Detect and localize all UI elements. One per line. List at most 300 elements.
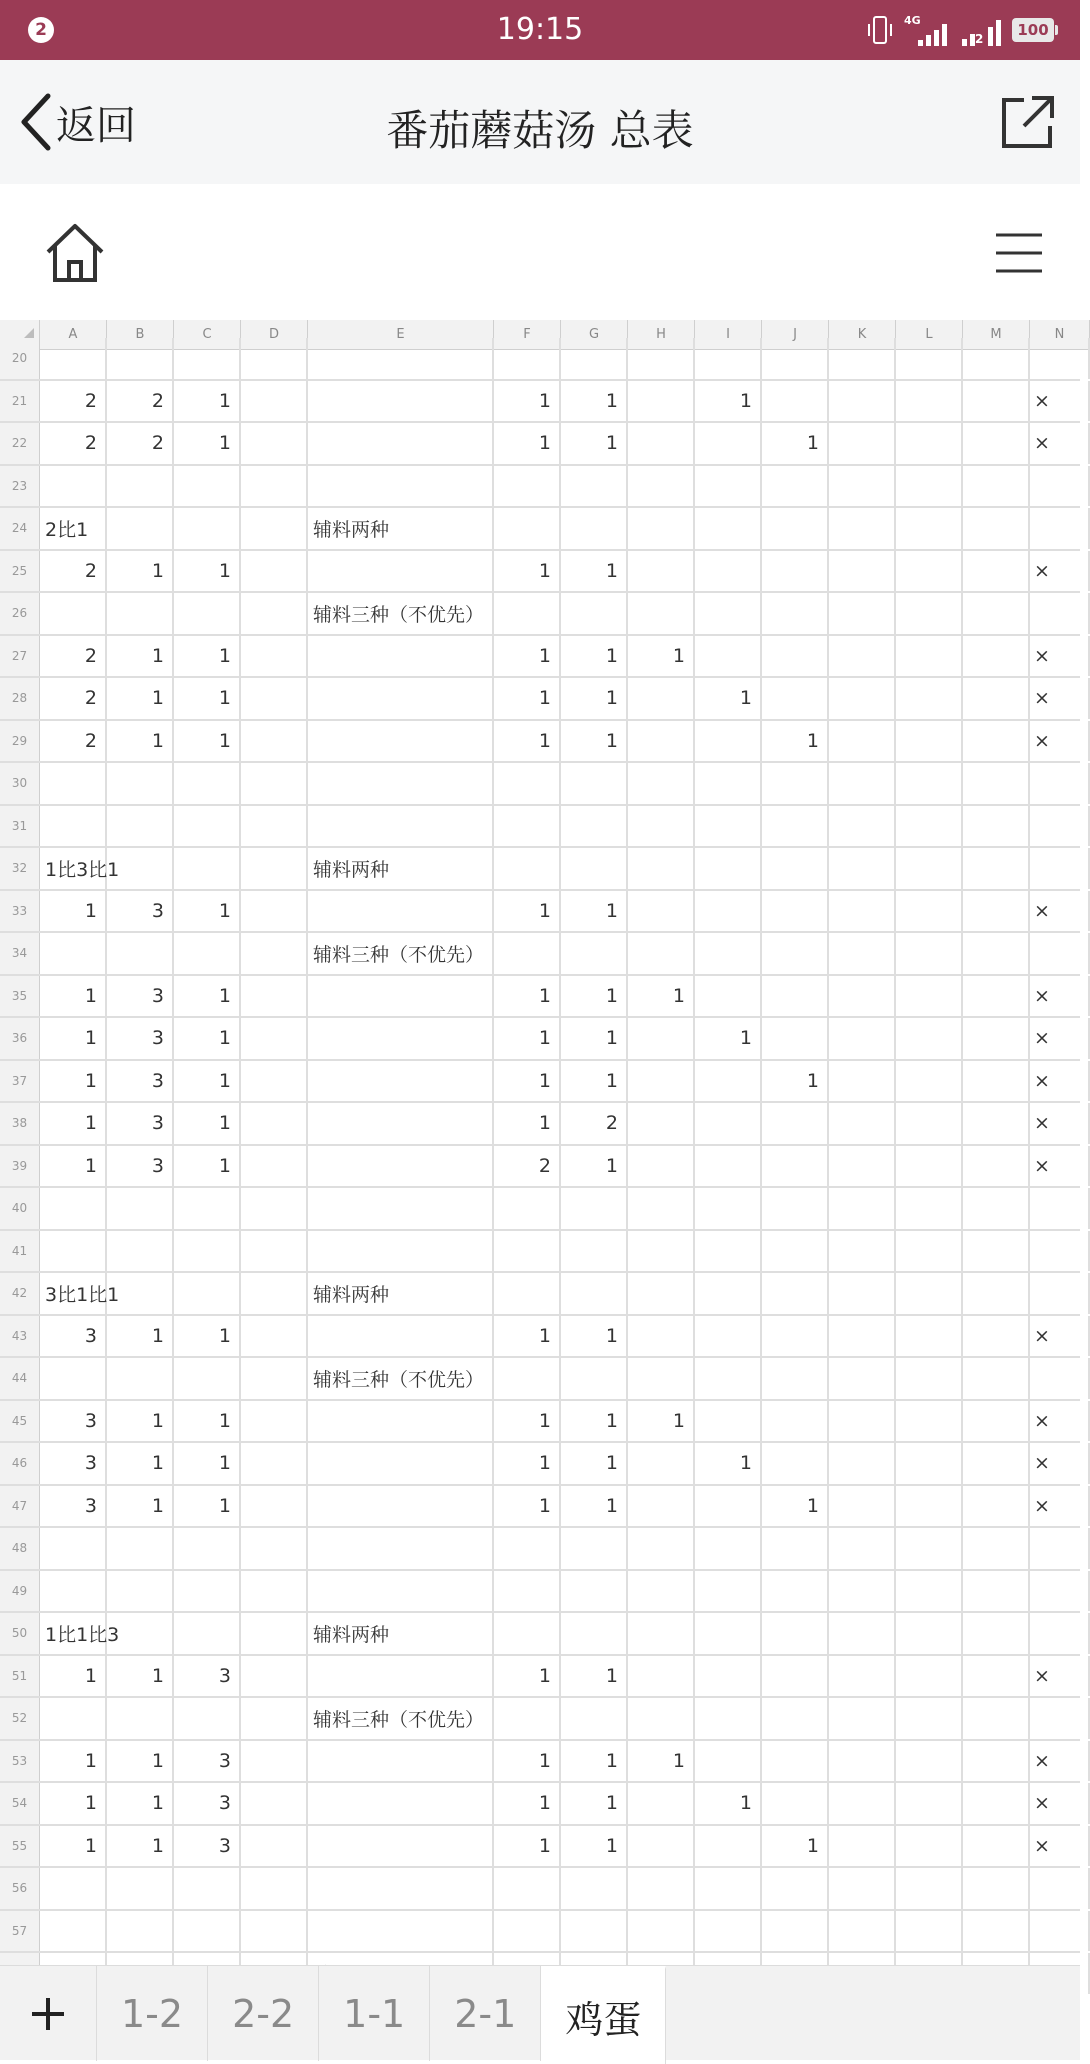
sheet-tab[interactable]: 1-2 xyxy=(97,1966,208,2061)
cell-e[interactable] xyxy=(308,1528,494,1569)
cell-n[interactable] xyxy=(1030,1231,1090,1272)
cell-f[interactable] xyxy=(494,1231,561,1272)
cell-f[interactable] xyxy=(494,593,561,634)
cell-m[interactable] xyxy=(963,891,1030,932)
cell-j[interactable]: 1 xyxy=(762,1826,829,1867)
cell-d[interactable] xyxy=(241,1486,308,1527)
cell-g[interactable]: 1 xyxy=(561,1741,628,1782)
cell-j[interactable] xyxy=(762,1401,829,1442)
cell-h[interactable] xyxy=(628,423,695,464)
row-header[interactable]: 47 xyxy=(0,1486,40,1527)
cell-f[interactable]: 1 xyxy=(494,1656,561,1697)
cell-k[interactable] xyxy=(829,1656,896,1697)
cell-l[interactable] xyxy=(896,381,963,422)
cell-e[interactable] xyxy=(308,1401,494,1442)
cell-i[interactable]: 1 xyxy=(695,678,762,719)
row-header[interactable]: 50 xyxy=(0,1613,40,1654)
cell-h[interactable] xyxy=(628,1018,695,1059)
cell-a[interactable]: 3比1比1 xyxy=(40,1273,107,1314)
cell-f[interactable]: 2 xyxy=(494,1146,561,1187)
cell-b[interactable]: 1 xyxy=(107,1656,174,1697)
grid-body[interactable] xyxy=(0,350,1080,1965)
cell-g[interactable] xyxy=(561,806,628,847)
cell-k[interactable] xyxy=(829,1231,896,1272)
cell-f[interactable] xyxy=(494,1528,561,1569)
cell-n[interactable] xyxy=(1030,933,1090,974)
cell-d[interactable] xyxy=(241,1698,308,1739)
cell-m[interactable] xyxy=(963,1401,1030,1442)
cell-a[interactable]: 1 xyxy=(40,1146,107,1187)
cell-d[interactable] xyxy=(241,1103,308,1144)
cell-e[interactable]: 辅料三种（不优先） xyxy=(308,1698,494,1739)
cell-j[interactable] xyxy=(762,933,829,974)
cell-a[interactable] xyxy=(40,1528,107,1569)
cell-b[interactable] xyxy=(107,593,174,634)
cell-n[interactable] xyxy=(1030,1188,1090,1229)
cell-e[interactable] xyxy=(308,1783,494,1824)
cell-m[interactable] xyxy=(963,1656,1030,1697)
cell-b[interactable] xyxy=(107,763,174,804)
cell-f[interactable]: 1 xyxy=(494,1401,561,1442)
cell-k[interactable] xyxy=(829,933,896,974)
cell-n[interactable]: × xyxy=(1030,381,1090,422)
cell-n[interactable]: × xyxy=(1030,1783,1090,1824)
cell-l[interactable] xyxy=(896,1231,963,1272)
cell-k[interactable] xyxy=(829,678,896,719)
cell-e[interactable] xyxy=(308,1188,494,1229)
cell-h[interactable] xyxy=(628,891,695,932)
cell-a[interactable] xyxy=(40,1571,107,1612)
cell-f[interactable]: 1 xyxy=(494,381,561,422)
cell-j[interactable] xyxy=(762,1018,829,1059)
cell-f[interactable] xyxy=(494,806,561,847)
cell-k[interactable] xyxy=(829,1698,896,1739)
cell-k[interactable] xyxy=(829,1061,896,1102)
cell-a[interactable]: 2 xyxy=(40,636,107,677)
cell-h[interactable]: 1 xyxy=(628,1401,695,1442)
row-header[interactable]: 20 xyxy=(0,338,40,379)
cell-g[interactable]: 1 xyxy=(561,551,628,592)
cell-j[interactable]: 1 xyxy=(762,721,829,762)
cell-c[interactable] xyxy=(174,466,241,507)
cell-c[interactable]: 1 xyxy=(174,551,241,592)
cell-i[interactable] xyxy=(695,1868,762,1909)
cell-e[interactable] xyxy=(308,1316,494,1357)
cell-e[interactable] xyxy=(308,1868,494,1909)
cell-e[interactable]: 辅料三种（不优先） xyxy=(308,593,494,634)
cell-e[interactable] xyxy=(308,636,494,677)
cell-d[interactable] xyxy=(241,806,308,847)
cell-n[interactable] xyxy=(1030,763,1090,804)
cell-h[interactable] xyxy=(628,1868,695,1909)
cell-f[interactable]: 1 xyxy=(494,636,561,677)
cell-e[interactable] xyxy=(308,423,494,464)
cell-i[interactable] xyxy=(695,551,762,592)
cell-a[interactable]: 2 xyxy=(40,551,107,592)
cell-g[interactable] xyxy=(561,508,628,549)
cell-m[interactable] xyxy=(963,508,1030,549)
cell-b[interactable] xyxy=(107,1273,174,1314)
cell-a[interactable] xyxy=(40,763,107,804)
cell-c[interactable]: 1 xyxy=(174,678,241,719)
row-header[interactable]: 37 xyxy=(0,1061,40,1102)
cell-l[interactable] xyxy=(896,976,963,1017)
cell-m[interactable] xyxy=(963,593,1030,634)
cell-e[interactable] xyxy=(308,976,494,1017)
cell-h[interactable]: 1 xyxy=(628,976,695,1017)
cell-a[interactable] xyxy=(40,1868,107,1909)
cell-f[interactable] xyxy=(494,1613,561,1654)
cell-j[interactable] xyxy=(762,508,829,549)
column-header-k[interactable]: K xyxy=(829,320,896,350)
cell-b[interactable]: 1 xyxy=(107,1443,174,1484)
cell-f[interactable]: 1 xyxy=(494,1018,561,1059)
cell-i[interactable] xyxy=(695,1528,762,1569)
cell-h[interactable] xyxy=(628,381,695,422)
cell-g[interactable]: 1 xyxy=(561,1316,628,1357)
row-header[interactable]: 55 xyxy=(0,1826,40,1867)
cell-m[interactable] xyxy=(963,1741,1030,1782)
cell-h[interactable] xyxy=(628,1316,695,1357)
cell-f[interactable] xyxy=(494,1571,561,1612)
cell-l[interactable] xyxy=(896,1571,963,1612)
cell-e[interactable] xyxy=(308,678,494,719)
cell-e[interactable] xyxy=(308,338,494,379)
column-header-f[interactable]: F xyxy=(494,320,561,350)
cell-c[interactable]: 1 xyxy=(174,721,241,762)
cell-m[interactable] xyxy=(963,933,1030,974)
cell-j[interactable] xyxy=(762,636,829,677)
cell-e[interactable] xyxy=(308,1061,494,1102)
cell-l[interactable] xyxy=(896,423,963,464)
cell-n[interactable]: × xyxy=(1030,423,1090,464)
cell-i[interactable] xyxy=(695,1273,762,1314)
cell-e[interactable] xyxy=(308,1826,494,1867)
cell-l[interactable] xyxy=(896,763,963,804)
cell-i[interactable] xyxy=(695,508,762,549)
cell-j[interactable]: 1 xyxy=(762,1061,829,1102)
cell-j[interactable] xyxy=(762,1188,829,1229)
cell-d[interactable] xyxy=(241,678,308,719)
row-header[interactable]: 23 xyxy=(0,466,40,507)
cell-h[interactable] xyxy=(628,678,695,719)
cell-d[interactable] xyxy=(241,1018,308,1059)
cell-k[interactable] xyxy=(829,1018,896,1059)
cell-e[interactable] xyxy=(308,1103,494,1144)
cell-h[interactable] xyxy=(628,1231,695,1272)
cell-j[interactable] xyxy=(762,551,829,592)
cell-e[interactable] xyxy=(308,381,494,422)
row-header[interactable]: 52 xyxy=(0,1698,40,1739)
cell-a[interactable]: 1比1比3 xyxy=(40,1613,107,1654)
column-header-b[interactable]: B xyxy=(107,320,174,350)
cell-f[interactable]: 1 xyxy=(494,1061,561,1102)
cell-b[interactable] xyxy=(107,1188,174,1229)
cell-e[interactable]: 辅料两种 xyxy=(308,1273,494,1314)
row-header[interactable]: 25 xyxy=(0,551,40,592)
cell-d[interactable] xyxy=(241,976,308,1017)
cell-e[interactable] xyxy=(308,1018,494,1059)
cell-m[interactable] xyxy=(963,1018,1030,1059)
cell-n[interactable] xyxy=(1030,1868,1090,1909)
cell-l[interactable] xyxy=(896,933,963,974)
cell-m[interactable] xyxy=(963,1316,1030,1357)
cell-e[interactable] xyxy=(308,891,494,932)
cell-b[interactable]: 1 xyxy=(107,551,174,592)
cell-j[interactable] xyxy=(762,678,829,719)
cell-h[interactable] xyxy=(628,1826,695,1867)
cell-f[interactable]: 1 xyxy=(494,423,561,464)
cell-l[interactable] xyxy=(896,1103,963,1144)
cell-j[interactable] xyxy=(762,1613,829,1654)
cell-h[interactable] xyxy=(628,1188,695,1229)
cell-g[interactable]: 1 xyxy=(561,721,628,762)
share-external-icon[interactable] xyxy=(1000,94,1056,150)
cell-b[interactable] xyxy=(107,848,174,889)
cell-g[interactable]: 1 xyxy=(561,1443,628,1484)
cell-n[interactable]: × xyxy=(1030,721,1090,762)
cell-b[interactable] xyxy=(107,508,174,549)
cell-d[interactable] xyxy=(241,1061,308,1102)
cell-l[interactable] xyxy=(896,1273,963,1314)
cell-g[interactable] xyxy=(561,466,628,507)
cell-c[interactable] xyxy=(174,593,241,634)
cell-b[interactable]: 1 xyxy=(107,678,174,719)
cell-h[interactable] xyxy=(628,1613,695,1654)
cell-n[interactable] xyxy=(1030,1273,1090,1314)
cell-l[interactable] xyxy=(896,721,963,762)
row-header[interactable]: 51 xyxy=(0,1656,40,1697)
cell-e[interactable] xyxy=(308,1656,494,1697)
cell-l[interactable] xyxy=(896,1656,963,1697)
cell-l[interactable] xyxy=(896,636,963,677)
cell-h[interactable] xyxy=(628,1273,695,1314)
cell-d[interactable] xyxy=(241,1911,308,1952)
cell-d[interactable] xyxy=(241,1783,308,1824)
cell-a[interactable] xyxy=(40,1231,107,1272)
cell-j[interactable] xyxy=(762,338,829,379)
cell-i[interactable] xyxy=(695,1103,762,1144)
cell-k[interactable] xyxy=(829,848,896,889)
cell-n[interactable]: × xyxy=(1030,551,1090,592)
cell-f[interactable] xyxy=(494,466,561,507)
cell-l[interactable] xyxy=(896,1316,963,1357)
cell-b[interactable] xyxy=(107,1613,174,1654)
cell-j[interactable] xyxy=(762,593,829,634)
cell-c[interactable] xyxy=(174,1571,241,1612)
cell-n[interactable] xyxy=(1030,1528,1090,1569)
cell-n[interactable]: × xyxy=(1030,1103,1090,1144)
cell-c[interactable] xyxy=(174,1528,241,1569)
cell-f[interactable]: 1 xyxy=(494,1103,561,1144)
cell-h[interactable] xyxy=(628,1103,695,1144)
cell-j[interactable] xyxy=(762,891,829,932)
cell-m[interactable] xyxy=(963,1783,1030,1824)
cell-a[interactable]: 3 xyxy=(40,1316,107,1357)
cell-e[interactable] xyxy=(308,1146,494,1187)
cell-i[interactable] xyxy=(695,1061,762,1102)
cell-f[interactable]: 1 xyxy=(494,678,561,719)
cell-h[interactable] xyxy=(628,1443,695,1484)
cell-n[interactable]: × xyxy=(1030,1443,1090,1484)
cell-d[interactable] xyxy=(241,721,308,762)
cell-l[interactable] xyxy=(896,1146,963,1187)
cell-h[interactable] xyxy=(628,1698,695,1739)
cell-f[interactable]: 1 xyxy=(494,1826,561,1867)
cell-m[interactable] xyxy=(963,1911,1030,1952)
cell-k[interactable] xyxy=(829,806,896,847)
row-header[interactable]: 32 xyxy=(0,848,40,889)
cell-k[interactable] xyxy=(829,1826,896,1867)
cell-b[interactable]: 3 xyxy=(107,1061,174,1102)
cell-a[interactable]: 2 xyxy=(40,678,107,719)
cell-k[interactable] xyxy=(829,551,896,592)
cell-e[interactable] xyxy=(308,1571,494,1612)
cell-a[interactable]: 1 xyxy=(40,1018,107,1059)
row-header[interactable]: 27 xyxy=(0,636,40,677)
cell-m[interactable] xyxy=(963,636,1030,677)
cell-i[interactable] xyxy=(695,1911,762,1952)
cell-h[interactable]: 1 xyxy=(628,1741,695,1782)
cell-d[interactable] xyxy=(241,1188,308,1229)
row-header[interactable]: 42 xyxy=(0,1273,40,1314)
cell-c[interactable]: 1 xyxy=(174,1401,241,1442)
cell-i[interactable] xyxy=(695,848,762,889)
cell-c[interactable]: 1 xyxy=(174,423,241,464)
cell-m[interactable] xyxy=(963,338,1030,379)
cell-j[interactable] xyxy=(762,1868,829,1909)
cell-i[interactable] xyxy=(695,636,762,677)
cell-i[interactable] xyxy=(695,1358,762,1399)
cell-l[interactable] xyxy=(896,1613,963,1654)
cell-i[interactable] xyxy=(695,1188,762,1229)
cell-j[interactable] xyxy=(762,1571,829,1612)
cell-e[interactable] xyxy=(308,466,494,507)
cell-j[interactable]: 1 xyxy=(762,1486,829,1527)
cell-b[interactable] xyxy=(107,806,174,847)
cell-c[interactable] xyxy=(174,848,241,889)
cell-d[interactable] xyxy=(241,1358,308,1399)
cell-j[interactable] xyxy=(762,976,829,1017)
cell-c[interactable]: 1 xyxy=(174,1061,241,1102)
cell-i[interactable]: 1 xyxy=(695,1018,762,1059)
cell-k[interactable] xyxy=(829,976,896,1017)
cell-f[interactable]: 1 xyxy=(494,976,561,1017)
cell-a[interactable]: 3 xyxy=(40,1486,107,1527)
cell-h[interactable] xyxy=(628,1783,695,1824)
cell-d[interactable] xyxy=(241,381,308,422)
cell-k[interactable] xyxy=(829,636,896,677)
cell-c[interactable]: 1 xyxy=(174,381,241,422)
cell-h[interactable] xyxy=(628,551,695,592)
cell-f[interactable]: 1 xyxy=(494,1316,561,1357)
cell-j[interactable] xyxy=(762,1146,829,1187)
cell-a[interactable] xyxy=(40,1358,107,1399)
cell-a[interactable]: 1 xyxy=(40,1783,107,1824)
cell-a[interactable]: 1 xyxy=(40,1741,107,1782)
cell-h[interactable]: 1 xyxy=(628,636,695,677)
cell-d[interactable] xyxy=(241,508,308,549)
cell-f[interactable] xyxy=(494,1698,561,1739)
cell-b[interactable] xyxy=(107,1358,174,1399)
row-header[interactable]: 49 xyxy=(0,1571,40,1612)
cell-m[interactable] xyxy=(963,1443,1030,1484)
cell-l[interactable] xyxy=(896,1868,963,1909)
cell-g[interactable]: 1 xyxy=(561,1146,628,1187)
cell-b[interactable] xyxy=(107,1528,174,1569)
cell-h[interactable] xyxy=(628,338,695,379)
cell-m[interactable] xyxy=(963,763,1030,804)
cell-b[interactable]: 3 xyxy=(107,891,174,932)
cell-k[interactable] xyxy=(829,1103,896,1144)
cell-i[interactable] xyxy=(695,806,762,847)
cell-l[interactable] xyxy=(896,1698,963,1739)
cell-g[interactable] xyxy=(561,848,628,889)
cell-b[interactable] xyxy=(107,1868,174,1909)
cell-n[interactable]: × xyxy=(1030,1316,1090,1357)
cell-h[interactable] xyxy=(628,721,695,762)
cell-k[interactable] xyxy=(829,763,896,804)
cell-d[interactable] xyxy=(241,338,308,379)
cell-e[interactable] xyxy=(308,551,494,592)
row-header[interactable]: 38 xyxy=(0,1103,40,1144)
cell-i[interactable] xyxy=(695,338,762,379)
cell-k[interactable] xyxy=(829,508,896,549)
cell-c[interactable]: 3 xyxy=(174,1783,241,1824)
cell-g[interactable] xyxy=(561,763,628,804)
cell-k[interactable] xyxy=(829,891,896,932)
cell-g[interactable] xyxy=(561,1358,628,1399)
row-header[interactable]: 34 xyxy=(0,933,40,974)
cell-g[interactable]: 1 xyxy=(561,1656,628,1697)
cell-j[interactable] xyxy=(762,1443,829,1484)
cell-m[interactable] xyxy=(963,1486,1030,1527)
cell-d[interactable] xyxy=(241,1656,308,1697)
cell-m[interactable] xyxy=(963,551,1030,592)
cell-c[interactable]: 1 xyxy=(174,1486,241,1527)
cell-c[interactable]: 1 xyxy=(174,1316,241,1357)
cell-k[interactable] xyxy=(829,338,896,379)
column-header-i[interactable]: I xyxy=(695,320,762,350)
sheet-tab[interactable]: 鸡蛋 xyxy=(541,1966,666,2064)
cell-m[interactable] xyxy=(963,466,1030,507)
cell-b[interactable]: 1 xyxy=(107,1401,174,1442)
cell-d[interactable] xyxy=(241,551,308,592)
cell-l[interactable] xyxy=(896,806,963,847)
cell-n[interactable] xyxy=(1030,848,1090,889)
cell-n[interactable]: × xyxy=(1030,1486,1090,1527)
cell-j[interactable] xyxy=(762,1273,829,1314)
cell-g[interactable]: 1 xyxy=(561,381,628,422)
cell-m[interactable] xyxy=(963,423,1030,464)
home-icon[interactable] xyxy=(44,222,106,284)
cell-c[interactable]: 1 xyxy=(174,1018,241,1059)
sheet-tab[interactable]: 2-1 xyxy=(430,1966,541,2061)
cell-l[interactable] xyxy=(896,1018,963,1059)
cell-i[interactable] xyxy=(695,1146,762,1187)
cell-c[interactable] xyxy=(174,1868,241,1909)
cell-k[interactable] xyxy=(829,1401,896,1442)
cell-b[interactable]: 3 xyxy=(107,1103,174,1144)
cell-d[interactable] xyxy=(241,1443,308,1484)
cell-n[interactable]: × xyxy=(1030,976,1090,1017)
cell-m[interactable] xyxy=(963,1698,1030,1739)
cell-g[interactable]: 1 xyxy=(561,976,628,1017)
cell-f[interactable]: 1 xyxy=(494,1443,561,1484)
cell-m[interactable] xyxy=(963,976,1030,1017)
cell-b[interactable]: 1 xyxy=(107,636,174,677)
cell-j[interactable] xyxy=(762,1358,829,1399)
